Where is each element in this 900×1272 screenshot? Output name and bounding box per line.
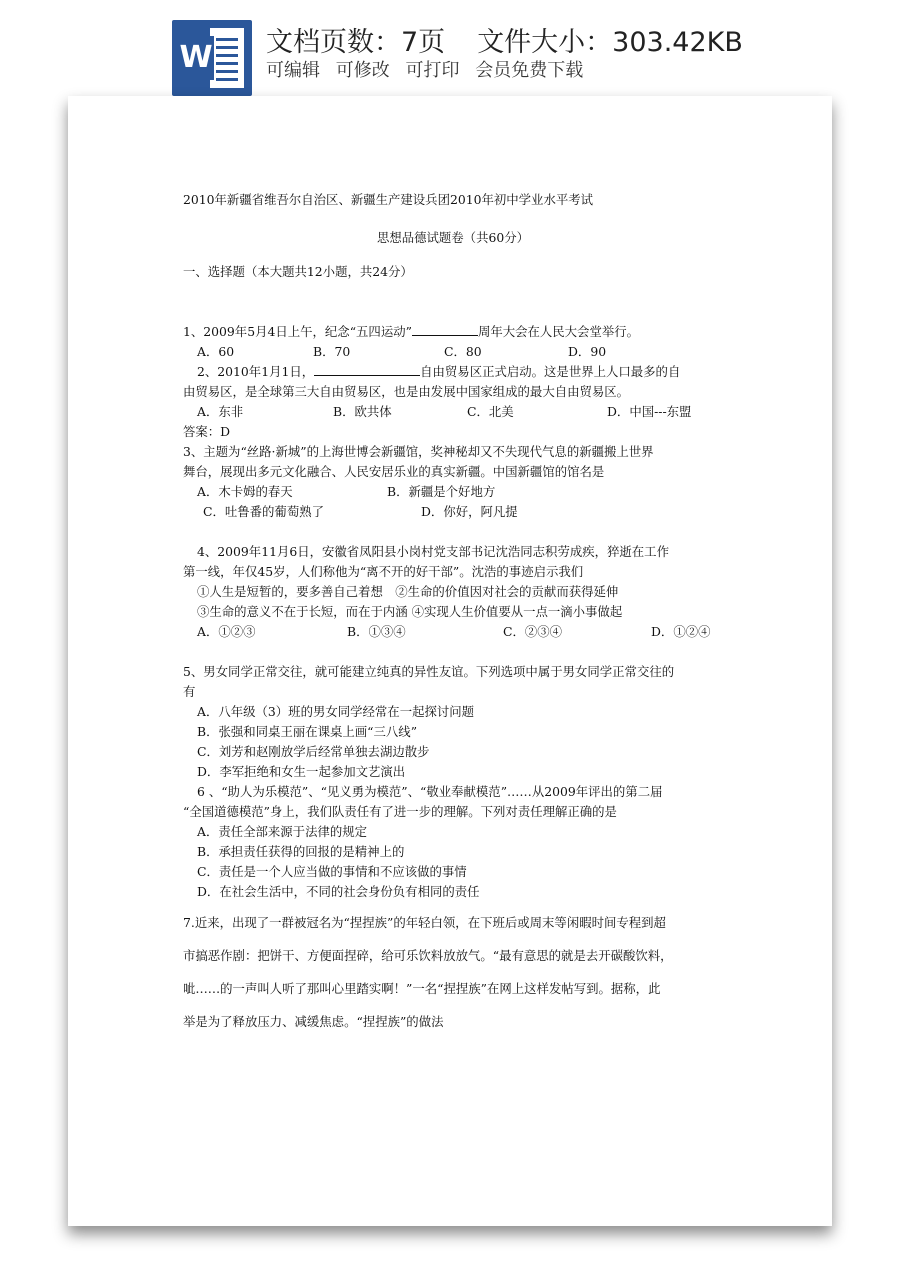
question-2-cont: 由贸易区，是全球第三大自由贸易区，也是由发展中国家组成的最大自由贸易区。 (183, 384, 630, 399)
question-4-statement-1: ①人生是短暂的，要多善自己着想 ②生命的价值因对社会的贡献而获得延伸 (197, 584, 619, 599)
question-3: 3、主题为“丝路·新城”的上海世博会新疆馆，奖神秘却又不失现代气息的新疆搬上世界 (183, 444, 654, 459)
option-b: B．①③④ (347, 624, 406, 639)
question-1-options (183, 342, 723, 362)
answer: 答案：D (183, 424, 231, 439)
option-c: C．责任是一个人应当做的事情和不应该做的事情 (197, 864, 467, 879)
feature-editable: 可编辑 (266, 60, 320, 81)
option-a: A．东非 (197, 404, 244, 419)
option-a: A．①②③ (197, 624, 256, 639)
question-7-line-3: 呲……的一声叫人听了那叫心里踏实啊！”一名“捏捏族”在网上这样发帖写到。据称，此 (183, 981, 661, 996)
question-4-cont: 第一线，年仅45岁，人们称他为“离不开的好干部”。沈浩的事迹启示我们 (183, 564, 584, 579)
question-3-cont: 舞台，展现出多元文化融合、人民安居乐业的真实新疆。中国新疆馆的馆名是 (183, 464, 605, 479)
word-letter: W (178, 36, 214, 80)
question-6-cont: “全国道德模范”身上，我们队责任有了进一步的理解。下列对责任理解正确的是 (183, 804, 617, 819)
question-2: 2、2010年1月1日， 自由贸易区正式启动。这是世界上人口最多的自 (197, 364, 681, 379)
word-document-icon (172, 20, 252, 96)
feature-modifiable: 可修改 (335, 60, 390, 81)
question-3-options-row2 (183, 502, 723, 522)
download-banner (0, 0, 900, 100)
page-count: 文档页数：7页 (266, 27, 446, 58)
exam-title: 2010年新疆省维吾尔自治区、新疆生产建设兵团2010年初中学业水平考试 (183, 192, 594, 207)
feature-member-download: 会员免费下载 (475, 60, 584, 81)
option-b: B．承担责任获得的回报的是精神上的 (197, 844, 405, 859)
option-c: C．②③④ (503, 624, 563, 639)
option-d: D．李军拒绝和女生一起参加文艺演出 (197, 764, 406, 779)
option-d: D．你好，阿凡提 (421, 504, 518, 519)
feature-list (266, 56, 593, 82)
question-3-options-row1 (183, 482, 723, 502)
question-1: 1、2009年5月4日上午，纪念“五四运动” 周年大会在人民大会堂举行。 (183, 324, 640, 339)
file-info (266, 20, 743, 59)
option-a: A．责任全部来源于法律的规定 (197, 824, 368, 839)
question-7-line-4: 举是为了释放压力、减缓焦虑。“捏捏族”的做法 (183, 1014, 444, 1029)
option-c: C．刘芳和赵刚放学后经常单独去湖边散步 (197, 744, 430, 759)
option-c: C．北美 (467, 404, 514, 419)
section-heading: 一、选择题（本大题共12小题，共24分） (183, 264, 413, 279)
option-d: D．在社会生活中，不同的社会身份负有相同的责任 (197, 884, 480, 899)
option-a: A．木卡姆的春天 (197, 484, 293, 499)
option-a: A．八年级（3）班的男女同学经常在一起探讨问题 (197, 704, 475, 719)
option-c: C．80 (444, 344, 482, 359)
option-d: D．90 (568, 344, 607, 359)
question-7-line-2: 市搞恶作剧：把饼干、方便面捏碎，给可乐饮料放放气。“最有意思的就是去开碳酸饮料， (183, 948, 673, 963)
option-b: B．欧共体 (333, 404, 392, 419)
option-d: D．①②④ (651, 624, 711, 639)
option-c: C．吐鲁番的葡萄熟了 (203, 504, 324, 519)
option-b: B．新疆是个好地方 (387, 484, 496, 499)
feature-printable: 可打印 (405, 60, 460, 81)
exam-document (183, 190, 723, 1038)
page-lines-icon (210, 28, 244, 88)
option-b: B．70 (313, 344, 351, 359)
question-6: 6 、“助人为乐模范”、“见义勇为模范”、“敬业奉献模范”……从2009年评出的第二届 (197, 784, 663, 799)
option-a: A．60 (197, 344, 235, 359)
exam-subtitle: 思想品德试题卷（共60分） (376, 230, 530, 245)
file-size: 文件大小：303.42KB (477, 27, 743, 58)
question-7: 7.近来，出现了一群被冠名为“捏捏族”的年轻白领，在下班后或周末等闲暇时间专程到超 (183, 915, 666, 930)
question-2-options (183, 402, 723, 422)
question-5-cont: 有 (183, 684, 196, 699)
option-d: D．中国---东盟 (607, 404, 692, 419)
question-4-statement-2: ③生命的意义不在于长短，而在于内涵 ④实现人生价值要从一点一滴小事做起 (197, 604, 623, 619)
question-4: 4、2009年11月6日，安徽省凤阳县小岗村党支部书记沈浩同志积劳成疾，猝逝在工作 (197, 544, 669, 559)
option-b: B．张强和同桌王丽在课桌上画“三八线” (197, 724, 418, 739)
question-4-options (183, 622, 723, 642)
question-5: 5、男女同学正常交往，就可能建立纯真的异性友谊。下列选项中属于男女同学正常交往的 (183, 664, 675, 679)
